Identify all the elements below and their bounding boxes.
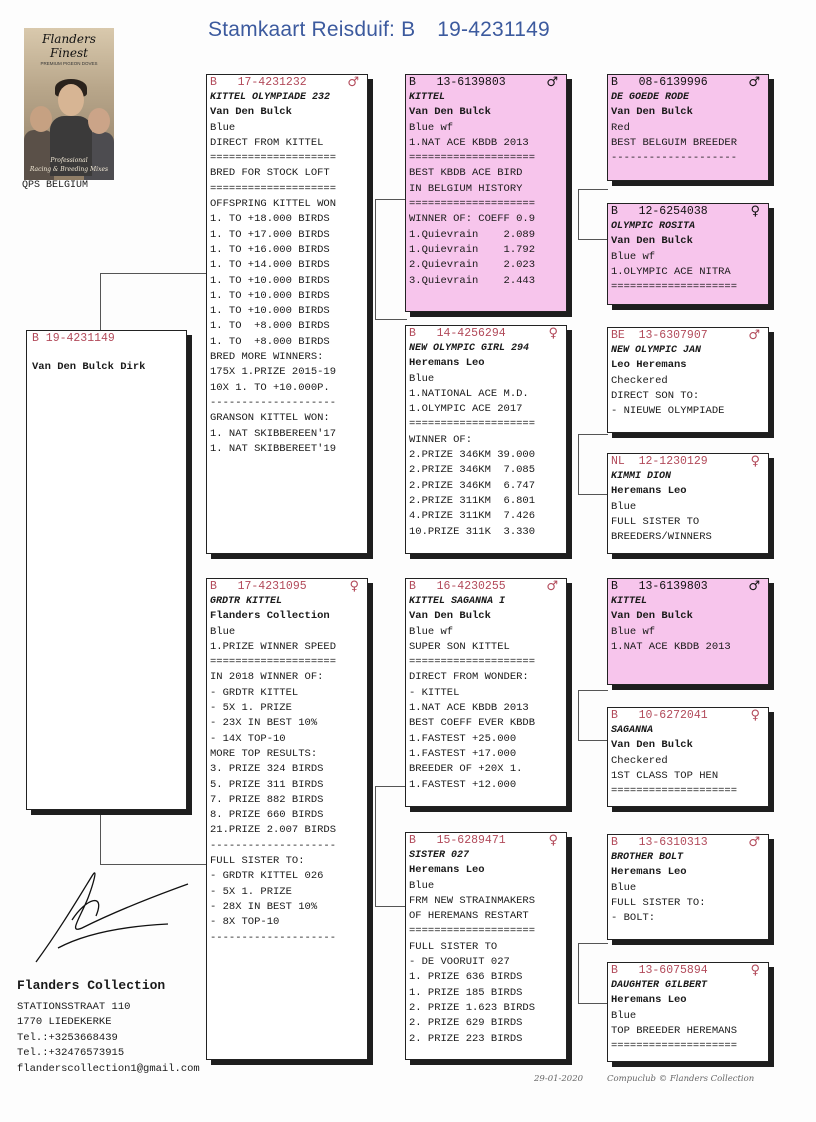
info-line: Blue wf bbox=[409, 121, 454, 134]
ring-number: BE 13-6307907 bbox=[611, 328, 708, 342]
info-line: 1.FASTEST +25.000 bbox=[409, 732, 517, 745]
info-line: 1. TO +10.000 BIRDS bbox=[210, 305, 330, 318]
ring-number: B 13-6075894 bbox=[611, 963, 708, 977]
info-line: -------------------- bbox=[210, 931, 337, 944]
male-symbol-icon: ♂ bbox=[748, 834, 760, 850]
info-line: FULL SISTER TO: bbox=[210, 855, 305, 868]
info-line: ==================== bbox=[611, 281, 738, 294]
info-line: FULL SISTER TO: bbox=[611, 896, 706, 909]
breeder-name: Van Den Bulck bbox=[611, 106, 693, 119]
info-line: 2.PRIZE 311KM 6.801 bbox=[409, 494, 536, 507]
owner-block bbox=[17, 978, 200, 1077]
info-line: 175X 1.PRIZE 2015-19 bbox=[210, 366, 337, 379]
card-dam-dam bbox=[405, 832, 567, 1060]
info-line: 1.NAT ACE KBDB 2013 bbox=[409, 136, 529, 149]
card-dss bbox=[607, 578, 769, 685]
breeder-name: Heremans Leo bbox=[611, 866, 687, 879]
card-ddd bbox=[607, 962, 769, 1062]
info-line: Blue bbox=[409, 372, 435, 385]
info-line: GRANSON KITTEL WON: bbox=[210, 412, 330, 425]
info-line: BRED MORE WINNERS: bbox=[210, 351, 324, 364]
info-line: Blue wf bbox=[409, 625, 454, 638]
info-line: FRM NEW STRAINMAKERS bbox=[409, 894, 536, 907]
info-line: FULL SISTER TO bbox=[611, 515, 700, 528]
info-line: 10.PRIZE 311K 3.330 bbox=[409, 525, 536, 538]
pigeon-name: NEW OLYMPIC GIRL 294 bbox=[409, 343, 530, 354]
breeder-name: Van Den Bulck bbox=[611, 739, 693, 752]
info-line: 1. TO +10.000 BIRDS bbox=[210, 274, 330, 287]
info-line: 4.PRIZE 311KM 7.426 bbox=[409, 510, 536, 523]
info-line: Blue bbox=[611, 500, 637, 513]
card-dam bbox=[206, 578, 368, 1060]
female-symbol-icon: ♀ bbox=[750, 707, 760, 723]
info-line: 1.NAT ACE KBDB 2013 bbox=[611, 640, 731, 653]
info-line: 8. PRIZE 660 BIRDS bbox=[210, 809, 324, 822]
info-line: TOP BREEDER HEREMANS bbox=[611, 1024, 738, 1037]
info-line: FULL SISTER TO bbox=[409, 940, 498, 953]
card-sds bbox=[607, 327, 769, 433]
female-symbol-icon: ♀ bbox=[548, 325, 558, 341]
info-line: WINNER OF: bbox=[409, 433, 473, 446]
info-line: - KITTEL bbox=[409, 686, 460, 699]
info-line: MORE TOP RESULTS: bbox=[210, 747, 318, 760]
info-line: IN 2018 WINNER OF: bbox=[210, 671, 324, 684]
owner-name: Van Den Bulck Dirk bbox=[32, 361, 146, 374]
card-sdd bbox=[607, 453, 769, 554]
pigeon-name: OLYMPIC ROSITA bbox=[611, 221, 696, 232]
info-line: 5. PRIZE 311 BIRDS bbox=[210, 778, 324, 791]
info-line: 1. TO +8.000 BIRDS bbox=[210, 320, 330, 333]
info-line: - 28X IN BEST 10% bbox=[210, 900, 318, 913]
ring-number: B 10-6272041 bbox=[611, 708, 708, 722]
breeder-name: Heremans Leo bbox=[611, 485, 687, 498]
ring-number-row bbox=[409, 75, 566, 90]
ring-number: B 13-6139803 bbox=[409, 75, 506, 89]
info-line: 1. PRIZE 636 BIRDS bbox=[409, 971, 523, 984]
title-ring: 19-4231149 bbox=[437, 18, 550, 41]
card-dam-sire bbox=[405, 578, 567, 807]
info-line: -------------------- bbox=[611, 152, 738, 165]
info-line: ==================== bbox=[409, 198, 536, 211]
ring-number-row bbox=[611, 75, 768, 90]
ring-number: B 17-4231232 bbox=[210, 75, 307, 89]
info-line: - 14X TOP-10 bbox=[210, 732, 286, 745]
info-line: ==================== bbox=[210, 182, 337, 195]
ring-number-row bbox=[409, 326, 566, 341]
pigeon-name: DE GOEDE RODE bbox=[611, 92, 690, 103]
info-line: 2. PRIZE 223 BIRDS bbox=[409, 1032, 523, 1045]
info-line: 1. PRIZE 185 BIRDS bbox=[409, 986, 523, 999]
info-line: Blue bbox=[210, 121, 236, 134]
info-line: DIRECT FROM WONDER: bbox=[409, 671, 529, 684]
ring-number: B 15-6289471 bbox=[409, 833, 506, 847]
info-line: 1.FASTEST +12.000 bbox=[409, 778, 517, 791]
ring-number-row bbox=[611, 204, 768, 219]
card-sire bbox=[206, 74, 368, 554]
info-line: 1.FASTEST +17.000 bbox=[409, 747, 517, 760]
info-line: Blue wf bbox=[611, 625, 656, 638]
info-line: OFFSPRING KITTEL WON bbox=[210, 198, 337, 211]
card-sss bbox=[607, 74, 769, 181]
footer-date: 29-01-2020 bbox=[534, 1074, 584, 1084]
info-line: 1. TO +17.000 BIRDS bbox=[210, 228, 330, 241]
info-line: ==================== bbox=[409, 656, 536, 669]
info-line: 1.Quievrain 1.792 bbox=[409, 243, 536, 256]
info-line: 2. PRIZE 1.623 BIRDS bbox=[409, 1001, 536, 1014]
info-line: 1.NAT ACE KBDB 2013 bbox=[409, 702, 529, 715]
info-line: 1. NAT SKIBBEREEN'17 bbox=[210, 427, 337, 440]
pigeon-name: KITTEL SAGANNA I bbox=[409, 596, 506, 607]
info-line: - 5X 1. PRIZE bbox=[210, 885, 292, 898]
info-line: Checkered bbox=[611, 374, 668, 387]
breeder-name: Van Den Bulck bbox=[409, 610, 491, 623]
qps-label: QPS BELGIUM bbox=[22, 180, 89, 191]
info-line: 21.PRIZE 2.007 BIRDS bbox=[210, 824, 337, 837]
info-line: DIRECT FROM KITTEL bbox=[210, 136, 324, 149]
male-symbol-icon: ♂ bbox=[546, 74, 558, 90]
pigeon-name: DAUGHTER GILBERT bbox=[611, 980, 708, 991]
info-line: 1. TO +8.000 BIRDS bbox=[210, 335, 330, 348]
card-ssd bbox=[607, 203, 769, 305]
card-dsd bbox=[607, 707, 769, 807]
breeder-name: Leo Heremans bbox=[611, 359, 687, 372]
info-line: - GRDTR KITTEL 026 bbox=[210, 870, 324, 883]
info-line: ==================== bbox=[210, 656, 337, 669]
ring-number-row bbox=[210, 75, 367, 90]
info-line: 2.PRIZE 346KM 7.085 bbox=[409, 464, 536, 477]
info-line: - GRDTR KITTEL bbox=[210, 686, 299, 699]
female-symbol-icon: ♀ bbox=[750, 962, 760, 978]
info-line: Red bbox=[611, 121, 630, 134]
info-line: ==================== bbox=[611, 1040, 738, 1053]
info-line: ==================== bbox=[409, 925, 536, 938]
info-line: 2.PRIZE 346KM 39.000 bbox=[409, 449, 536, 462]
pigeon-name: KITTEL bbox=[409, 92, 446, 103]
ring-number: B 14-4256294 bbox=[409, 326, 506, 340]
male-symbol-icon: ♂ bbox=[748, 74, 760, 90]
info-line: BREEDERS/WINNERS bbox=[611, 531, 712, 544]
card-dds bbox=[607, 834, 769, 940]
info-line: BRED FOR STOCK LOFT bbox=[210, 167, 330, 180]
male-symbol-icon: ♂ bbox=[546, 578, 558, 594]
info-line: ==================== bbox=[409, 152, 536, 165]
brand-logo bbox=[24, 28, 114, 180]
logo-brand: Flanders Finest bbox=[42, 32, 96, 60]
breeder-name: Van Den Bulck bbox=[409, 106, 491, 119]
info-line: 1.OLYMPIC ACE NITRA bbox=[611, 265, 731, 278]
info-line: BEST KBDB ACE BIRD bbox=[409, 167, 523, 180]
owner-city: 1770 LIEDEKERKE bbox=[17, 1016, 112, 1028]
info-line: SUPER SON KITTEL bbox=[409, 640, 510, 653]
ring-number: B 16-4230255 bbox=[409, 579, 506, 593]
info-line: ==================== bbox=[611, 785, 738, 798]
female-symbol-icon: ♀ bbox=[548, 832, 558, 848]
ring-number-row bbox=[611, 708, 768, 723]
pigeon-name: KITTEL bbox=[611, 596, 648, 607]
info-line: BREEDER OF +20X 1. bbox=[409, 763, 523, 776]
info-line: ==================== bbox=[210, 152, 337, 165]
info-line: Blue bbox=[611, 1009, 637, 1022]
ring-number-row bbox=[611, 454, 768, 469]
card-sire-sire bbox=[405, 74, 567, 312]
female-symbol-icon: ♀ bbox=[750, 203, 760, 219]
info-line: 3. PRIZE 324 BIRDS bbox=[210, 763, 324, 776]
info-line: 1.Quievrain 2.089 bbox=[409, 228, 536, 241]
info-line: - 5X 1. PRIZE bbox=[210, 702, 292, 715]
female-symbol-icon: ♀ bbox=[750, 453, 760, 469]
pigeon-name: SAGANNA bbox=[611, 725, 654, 736]
info-line: BEST BELGUIM BREEDER bbox=[611, 136, 738, 149]
ring-number: B 13-6139803 bbox=[611, 579, 708, 593]
female-symbol-icon: ♀ bbox=[349, 578, 359, 594]
info-line: 1ST CLASS TOP HEN bbox=[611, 769, 719, 782]
info-line: 2.PRIZE 346KM 6.747 bbox=[409, 479, 536, 492]
footer-credit: Compuclub © Flanders Collection bbox=[607, 1074, 755, 1084]
ring-number-row bbox=[409, 579, 566, 594]
info-line: Checkered bbox=[611, 754, 668, 767]
info-line: 1. TO +10.000 BIRDS bbox=[210, 289, 330, 302]
info-line: - BOLT: bbox=[611, 912, 656, 925]
breeder-name: Flanders Collection bbox=[210, 610, 330, 623]
ring-number: NL 12-1230129 bbox=[611, 454, 708, 468]
info-line: Blue bbox=[210, 625, 236, 638]
page-title bbox=[208, 18, 572, 42]
ring-number-row bbox=[210, 579, 367, 594]
info-line: - NIEUWE OLYMPIADE bbox=[611, 405, 725, 418]
info-line: 1. TO +18.000 BIRDS bbox=[210, 213, 330, 226]
owner-email[interactable]: flanderscollection1@gmail.com bbox=[17, 1062, 200, 1075]
title-prefix: Stamkaart Reisduif: B bbox=[208, 18, 416, 41]
info-line: -------------------- bbox=[210, 839, 337, 852]
info-line: - 8X TOP-10 bbox=[210, 916, 280, 929]
ring-number-row bbox=[611, 835, 768, 850]
ring-number: B 08-6139996 bbox=[611, 75, 708, 89]
ring-number-row bbox=[611, 963, 768, 978]
info-line: 1. NAT SKIBBEREET'19 bbox=[210, 442, 337, 455]
info-line: -------------------- bbox=[210, 396, 337, 409]
owner-address: STATIONSSTRAAT 110 bbox=[17, 1000, 131, 1013]
ring-number: B 19-4231149 bbox=[32, 332, 115, 345]
info-line: 1. TO +16.000 BIRDS bbox=[210, 243, 330, 256]
male-symbol-icon: ♂ bbox=[748, 578, 760, 594]
logo-brand-sub: PREMIUM PIGEON DOVES bbox=[40, 61, 98, 66]
ring-number: B 12-6254038 bbox=[611, 204, 708, 218]
owner-name: Flanders Collection bbox=[17, 978, 166, 993]
info-line: 3.Quievrain 2.443 bbox=[409, 274, 536, 287]
breeder-name: Van Den Bulck bbox=[210, 106, 292, 119]
breeder-name: Heremans Leo bbox=[409, 357, 485, 370]
info-line: 10X 1. TO +10.000P. bbox=[210, 381, 330, 394]
pigeon-name: NEW OLYMPIC JAN bbox=[611, 345, 702, 356]
info-line: - 23X IN BEST 10% bbox=[210, 717, 318, 730]
card-sire-dam bbox=[405, 325, 567, 554]
info-line: Blue wf bbox=[611, 250, 656, 263]
info-line: 7. PRIZE 882 BIRDS bbox=[210, 793, 324, 806]
pigeon-name: GRDTR KITTEL bbox=[210, 596, 283, 607]
info-line: OF HEREMANS RESTART bbox=[409, 910, 529, 923]
breeder-name: Heremans Leo bbox=[409, 864, 485, 877]
owner-phone-2: Tel.:+32476573915 bbox=[17, 1047, 125, 1059]
signature bbox=[28, 862, 208, 972]
breeder-name: Van Den Bulck bbox=[611, 610, 693, 623]
ring-number-row bbox=[611, 328, 768, 343]
ring-number: B 13-6310313 bbox=[611, 835, 708, 849]
pigeon-name: KIMMI DION bbox=[611, 471, 672, 482]
ring-number: B 17-4231095 bbox=[210, 579, 307, 593]
info-line: ==================== bbox=[409, 418, 536, 431]
ring-number-row bbox=[611, 579, 768, 594]
pigeon-name: BROTHER BOLT bbox=[611, 852, 684, 863]
info-line: 2.Quievrain 2.023 bbox=[409, 259, 536, 272]
card-subject bbox=[26, 330, 187, 810]
male-symbol-icon: ♂ bbox=[347, 74, 359, 90]
info-line: WINNER OF: COEFF 0.9 bbox=[409, 213, 536, 226]
info-line: IN BELGIUM HISTORY bbox=[409, 182, 523, 195]
info-line: 1.NATIONAL ACE M.D. bbox=[409, 387, 529, 400]
ring-number-row bbox=[409, 833, 566, 848]
breeder-name: Van Den Bulck bbox=[611, 235, 693, 248]
male-symbol-icon: ♂ bbox=[748, 327, 760, 343]
info-line: 1.OLYMPIC ACE 2017 bbox=[409, 403, 523, 416]
pigeon-name: KITTEL OLYMPIADE 232 bbox=[210, 92, 331, 103]
logo-tagline: Professional Racing & Breeding Mixes bbox=[29, 157, 109, 173]
info-line: Blue bbox=[611, 881, 637, 894]
breeder-name: Heremans Leo bbox=[611, 994, 687, 1007]
owner-phone-1: Tel.:+3253668439 bbox=[17, 1031, 118, 1044]
info-line: BEST COEFF EVER KBDB bbox=[409, 717, 536, 730]
info-line: Blue bbox=[409, 879, 435, 892]
pigeon-name: SISTER 027 bbox=[409, 850, 470, 861]
info-line: - DE VOORUIT 027 bbox=[409, 956, 510, 969]
info-line: 1. TO +14.000 BIRDS bbox=[210, 259, 330, 272]
info-line: DIRECT SON TO: bbox=[611, 389, 700, 402]
info-line: 1.PRIZE WINNER SPEED bbox=[210, 640, 337, 653]
info-line: 2. PRIZE 629 BIRDS bbox=[409, 1017, 523, 1030]
